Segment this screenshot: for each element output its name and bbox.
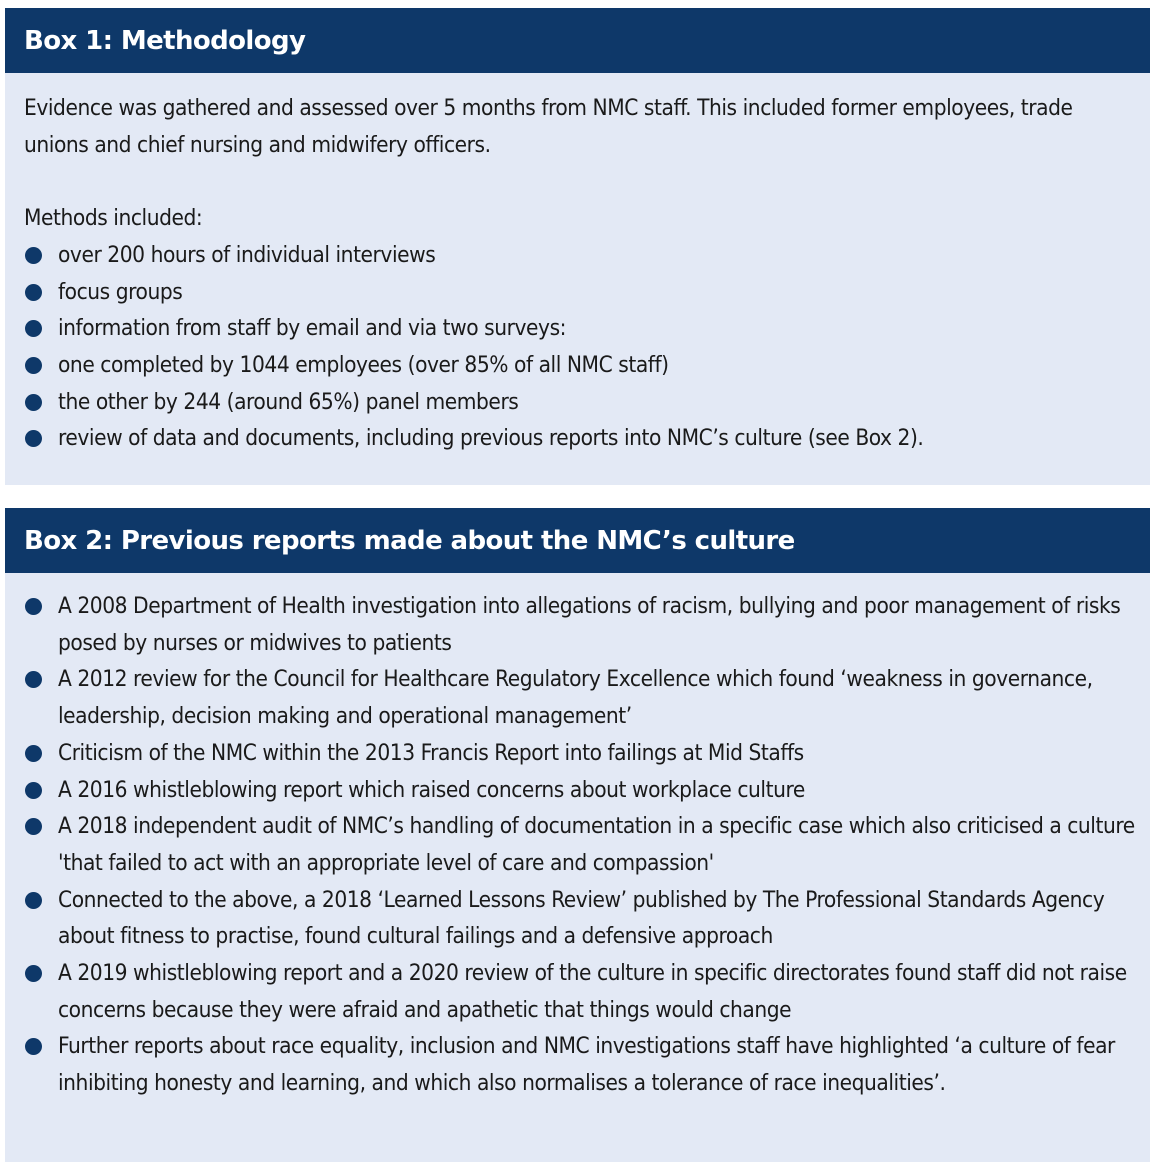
- list-item-text: the other by 244 (around 65%) panel members: [58, 388, 519, 415]
- list-item-text: A 2012 review for the Council for Healthcare Regulatory Excellence which found ‘weakness in governance, leadership, decision making and operational management’: [58, 666, 1093, 730]
- list-item-text: information from staff by email and via two surveys:: [58, 315, 567, 342]
- list-item: [24, 1028, 1140, 1101]
- bullet-dot-icon: [25, 284, 42, 301]
- bullet-dot-icon: [25, 430, 42, 447]
- methodology-box: [5, 8, 1150, 485]
- methods-label: Methods included:: [24, 205, 203, 232]
- list-item-text: focus groups: [58, 278, 183, 305]
- methodology-box-body: [5, 73, 1150, 457]
- list-item-text: one completed by 1044 employees (over 85% of all NMC staff): [58, 351, 669, 378]
- previous-reports-box-body: [5, 573, 1150, 1102]
- methodology-box-title: Box 1: Methodology: [24, 25, 306, 56]
- list-item: [24, 735, 1140, 772]
- bullet-dot-icon: [25, 357, 42, 374]
- list-item-text: Connected to the above, a 2018 ‘Learned Lessons Review’ published by The Professional Standards Agency about fitness to practise, found cultural failings and a defensive approach: [58, 886, 1105, 950]
- list-item: [24, 310, 1140, 347]
- paragraph-spacer: [24, 163, 1140, 200]
- bullet-dot-icon: [25, 598, 42, 615]
- bullet-dot-icon: [25, 782, 42, 799]
- bullet-dot-icon: [25, 892, 42, 909]
- bullet-dot-icon: [25, 394, 42, 411]
- previous-reports-box-header: [5, 508, 1150, 573]
- list-item-text: A 2016 whistleblowing report which raised concerns about workplace culture: [58, 776, 805, 803]
- bullet-dot-icon: [25, 671, 42, 688]
- list-item: [24, 661, 1140, 734]
- list-item-text: Further reports about race equality, inclusion and NMC investigations staff have highlighted ‘a culture of fear inhibiting honesty and learning, and which also normalises a tolerance of race inequalities’.: [58, 1033, 1115, 1097]
- list-item-text: A 2018 independent audit of NMC’s handling of documentation in a specific case which also criticised a culture 'that failed to act with an appropriate level of care and compassion': [58, 813, 1135, 876]
- previous-reports-box-title: Box 2: Previous reports made about the NMC’s culture: [24, 525, 795, 556]
- list-item: [24, 808, 1140, 881]
- previous-reports-box: [5, 508, 1150, 1162]
- list-item-text: over 200 hours of individual interviews: [58, 241, 436, 268]
- list-item-text: A 2019 whistleblowing report and a 2020 review of the culture in specific directorates found staff did not raise concerns because they were afraid and apathetic that things would change: [58, 960, 1127, 1023]
- methodology-box-header: [5, 8, 1150, 73]
- bullet-dot-icon: [25, 320, 42, 337]
- bullet-dot-icon: [25, 745, 42, 762]
- list-item-text: review of data and documents, including previous reports into NMC’s culture (see Box 2).: [58, 425, 924, 452]
- list-item: [24, 274, 1140, 311]
- list-item: [24, 384, 1140, 421]
- bullet-dot-icon: [25, 818, 42, 835]
- list-item-text: A 2008 Department of Health investigation into allegations of racism, bullying and poor management of risks posed by nurses or midwives to patients: [58, 593, 1121, 656]
- bullet-dot-icon: [25, 965, 42, 982]
- list-item: [24, 347, 1140, 384]
- reports-list: [24, 588, 1140, 1102]
- list-item: [24, 588, 1140, 661]
- methods-list: [24, 237, 1140, 457]
- bullet-dot-icon: [25, 1038, 42, 1055]
- bullet-dot-icon: [25, 247, 42, 264]
- list-item: [24, 882, 1140, 955]
- list-item: [24, 237, 1140, 274]
- list-item: [24, 772, 1140, 809]
- list-item: [24, 955, 1140, 1028]
- methodology-intro: Evidence was gathered and assessed over 5 months from NMC staff. This included former employees, trade unions and chief nursing and midwifery officers.: [24, 95, 1073, 158]
- list-item: [24, 420, 1140, 457]
- list-item-text: Criticism of the NMC within the 2013 Francis Report into failings at Mid Staffs: [58, 739, 804, 766]
